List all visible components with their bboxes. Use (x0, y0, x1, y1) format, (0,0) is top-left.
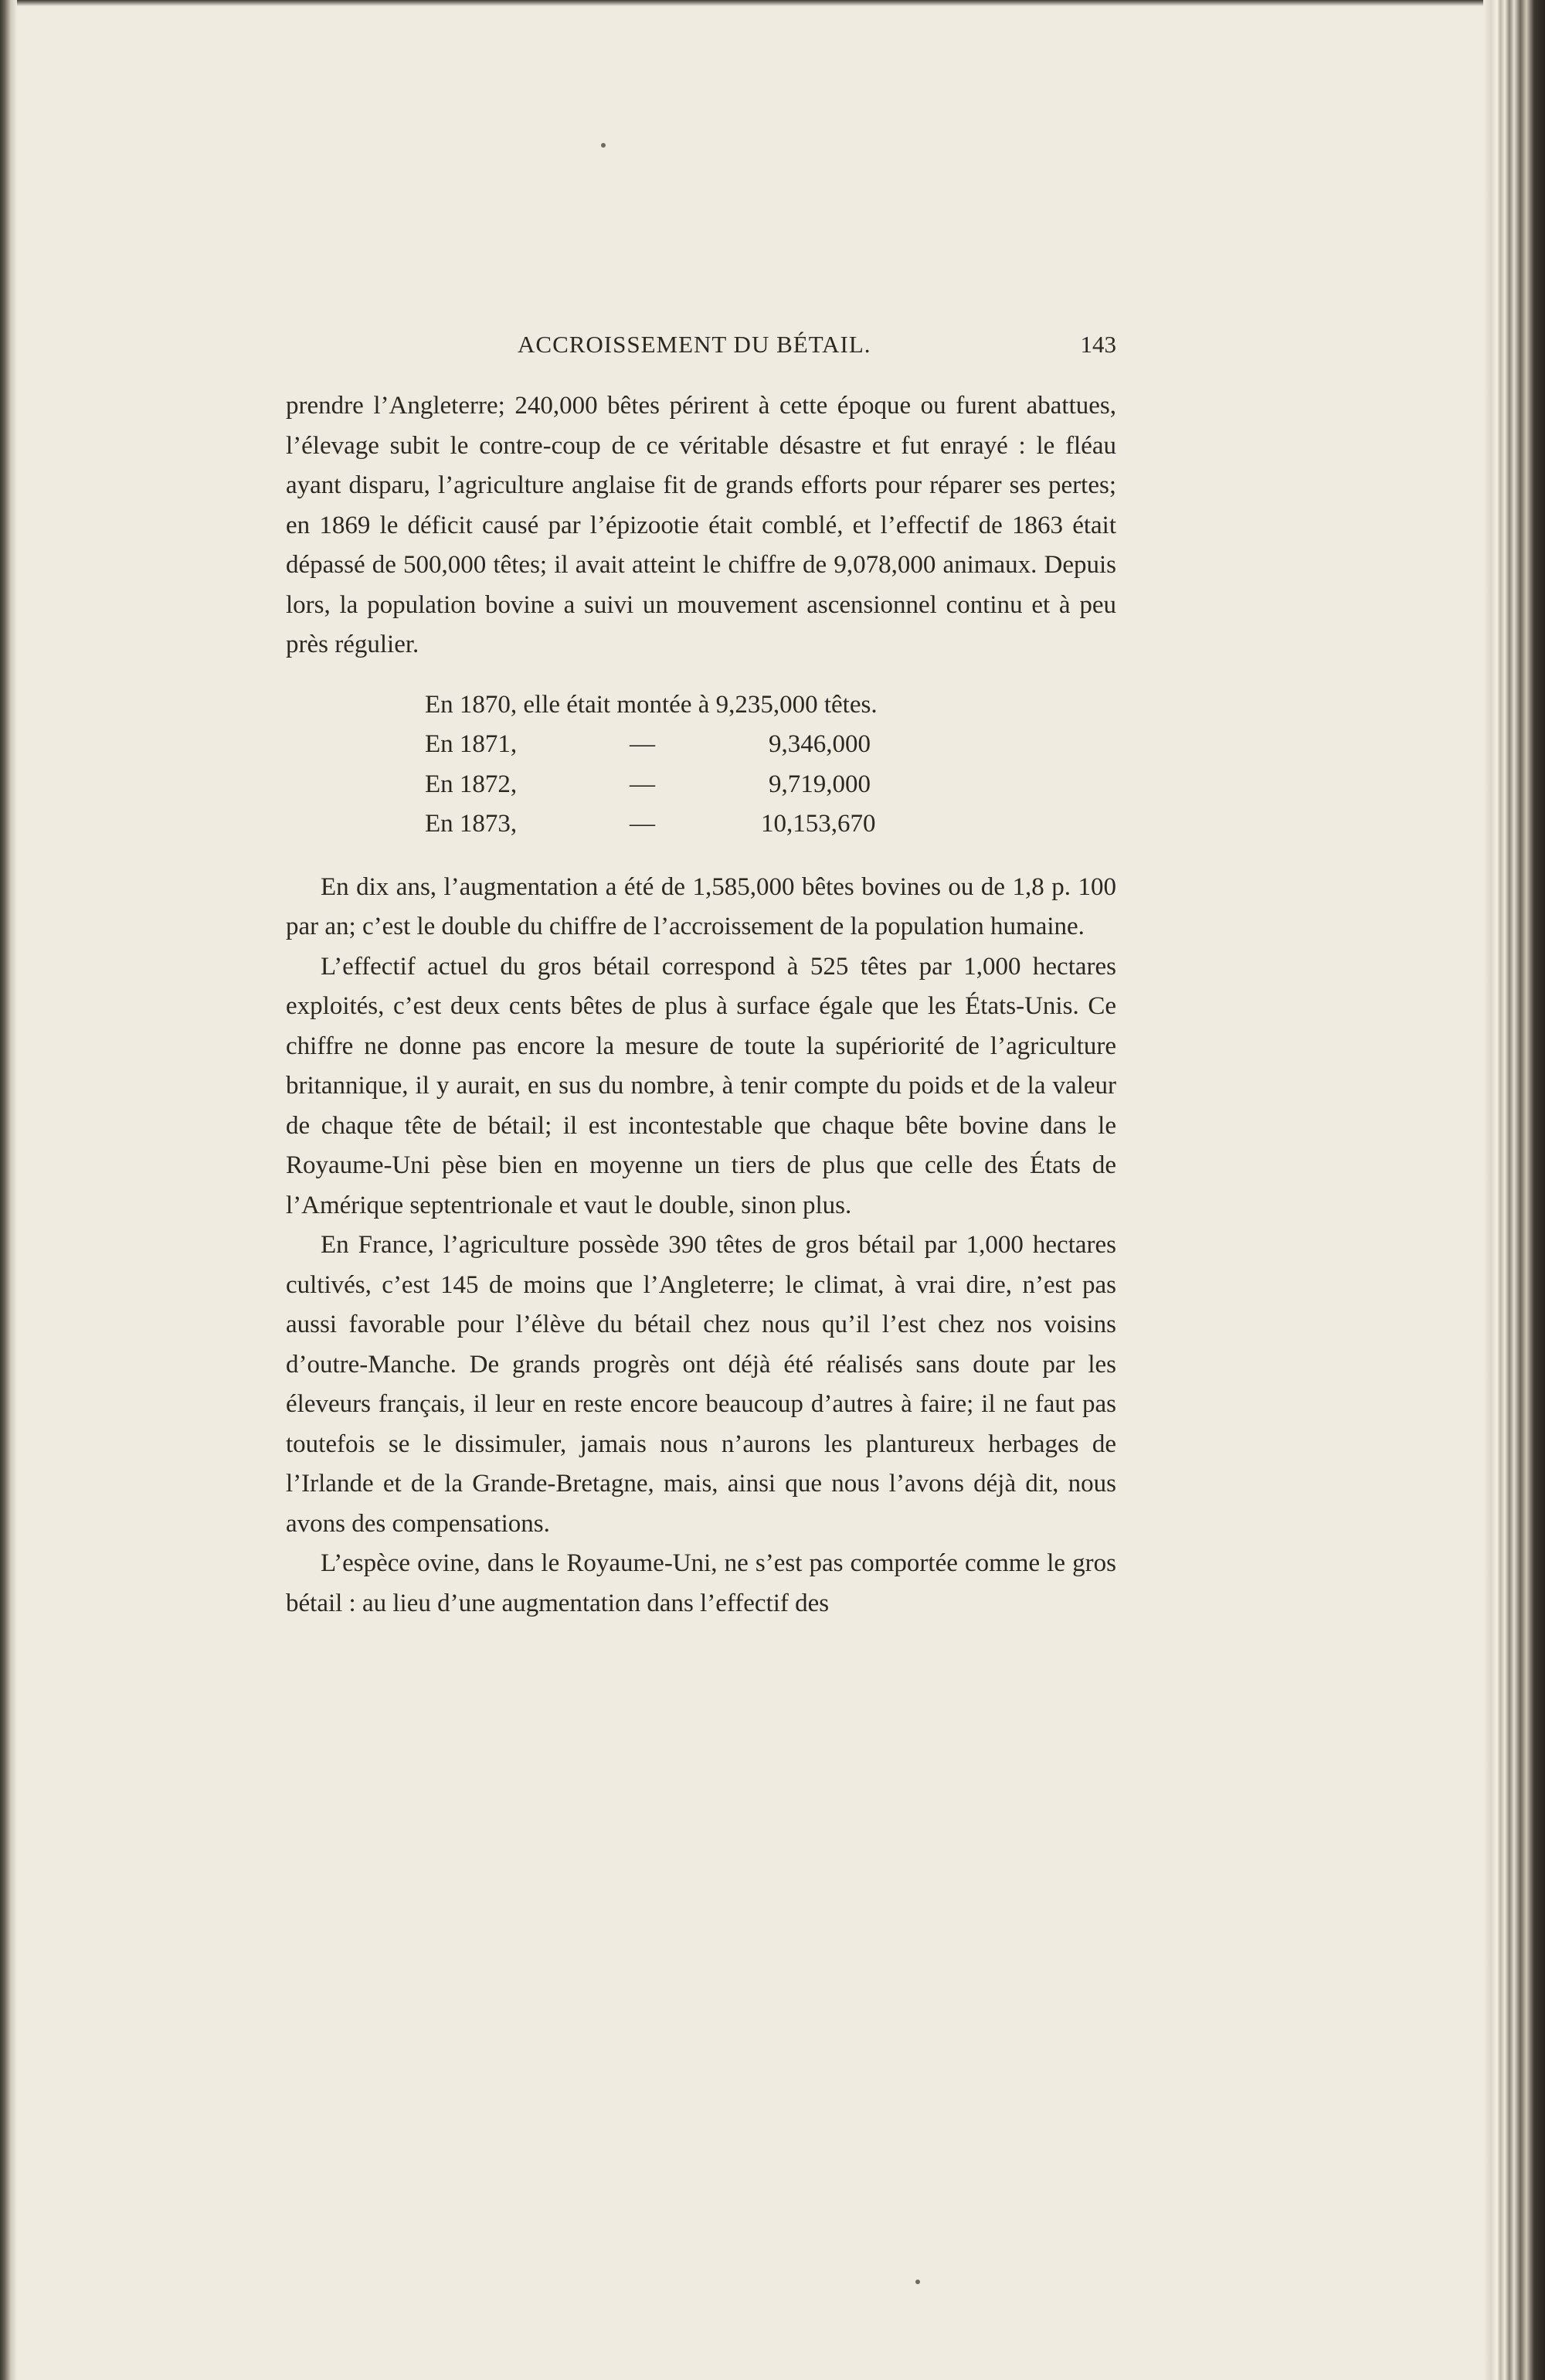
paper-speck (915, 2280, 920, 2284)
running-title: ACCROISSEMENT DU BÉTAIL. (518, 331, 871, 358)
paragraph: L’effectif actuel du gros bétail correspond à 525 têtes par 1,000 hectares exploités, c’est deux cents bêtes de plus à surface égale que les États-Unis. Ce chiffre ne donne pas encore la mesure de toute la supériorité de l’agriculture britannique, il y aurait, en sus du nombre, à tenir compte du poids et de la valeur de chaque tête de bétail; il est incontestable que chaque bête bovine dans le Royaume-Uni pèse bien en moyenne un tiers de plus que celle des États de l’Amérique septentrionale et vaut le double, sinon plus. (286, 952, 1116, 1219)
stats-row (286, 804, 1116, 845)
page-stack-edge (1483, 0, 1545, 2380)
paragraph: En dix ans, l’augmentation a été de 1,585,000 bêtes bovines ou de 1,8 p. 100 par an; c’est le double du chiffre de l’accroissement de la population humaine. (286, 872, 1116, 940)
paragraph: En France, l’agriculture possède 390 têtes de gros bétail par 1,000 hectares cultivés, c’est 145 de moins que l’Angleterre; le climat, à vrai dire, n’est pas aussi favorable pour l’élève du bétail chez nous qu’il l’est chez nos voisins d’outre-Manche. De grands progrès ont déjà été réalisés sans doute par les éleveurs français, il leur en reste encore beaucoup d’autres à faire; il ne faut pas toutefois se le dissimuler, jamais nous n’aurons les plantureux herbages de l’Irlande et de la Grande-Bretagne, mais, ainsi que nous l’avons déjà dit, nous avons des compensations. (286, 1231, 1116, 1538)
page-number: 143 (1080, 331, 1116, 358)
cattle-statistics (286, 685, 1116, 845)
stats-row (286, 765, 1116, 805)
stats-dash: — (630, 770, 655, 798)
binding-gutter (0, 0, 17, 2380)
running-head (286, 331, 1116, 362)
stats-dash: — (630, 810, 655, 838)
stats-year: En 1873, (425, 810, 518, 838)
paragraph: L’espèce ovine, dans le Royaume-Uni, ne s’est pas comportée comme le gros bétail : au lieu d’une augmentation dans l’effectif des (286, 1549, 1116, 1617)
paragraph-continuation: prendre l’Angleterre; 240,000 bêtes périrent à cette époque ou furent abattues, l’élevage subit le contre-coup de ce véritable désastre et fut enrayé : le fléau ayant disparu, l’agriculture anglaise fit de grands efforts pour réparer ses pertes; en 1869 le déficit causé par l’épizootie était comblé, et l’effectif de 1863 était dépassé de 500,000 têtes; il avait atteint le chiffre de 9,078,000 animaux. Depuis lors, la population bovine a suivi un mouvement ascensionnel continu et à peu près régulier. (286, 392, 1116, 658)
scan-top-edge (0, 0, 1545, 6)
stats-value: 10,153,670 (761, 810, 876, 838)
stats-value: 9,346,000 (769, 730, 871, 758)
stats-value: 9,719,000 (769, 770, 871, 798)
text-block (286, 331, 1116, 1624)
stats-year: En 1871, (425, 730, 518, 758)
stats-year: En 1872, (425, 770, 518, 798)
stats-first-line: En 1870, elle était montée à 9,235,000 têtes. (425, 690, 878, 719)
stats-dash: — (630, 730, 655, 758)
stats-row (286, 725, 1116, 765)
paper-speck (601, 143, 606, 148)
